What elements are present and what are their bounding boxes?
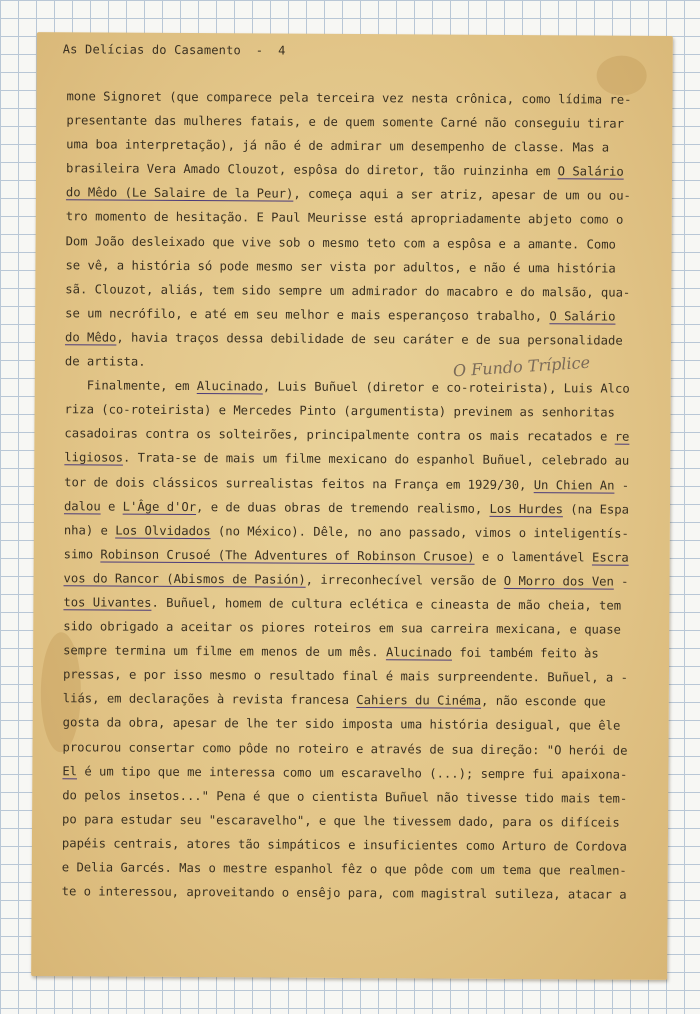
text-segment: é um tipo que me interessa como um escaravelho (...); sempre fui apaixona- (77, 763, 628, 782)
text-line (64, 518, 654, 546)
underlined-title: L'Âge d'Or (122, 499, 197, 514)
underlined-title: Alucinado (196, 379, 263, 394)
text-segment: , não esconde que (481, 694, 606, 709)
text-line (66, 229, 656, 257)
underlined-title: O Salário (557, 164, 624, 179)
page-header: As Delícias do Casamento - 4 (62, 42, 286, 58)
underlined-title: tos Uivantes (63, 595, 152, 610)
text-line (65, 325, 655, 353)
text-line (63, 662, 653, 690)
text-segment: nha) e (63, 522, 116, 538)
text-segment: . Trata-se de mais um filme mexicano do espanhol Buñuel, celebrado au (122, 451, 630, 469)
underlined-title: El (62, 763, 78, 778)
underlined-title: re (614, 429, 630, 445)
text-segment: simo (63, 547, 101, 562)
text-line (64, 494, 654, 522)
underlined-title: dalou (63, 498, 101, 514)
text-line (62, 759, 652, 787)
text-segment: , Luis Buñuel (diretor e co-roteirista), Luis Alco (262, 379, 630, 396)
text-segment: Finalmente, em (64, 378, 197, 394)
text-segment: - (613, 574, 629, 589)
text-line (63, 638, 653, 666)
text-line (64, 542, 654, 570)
text-segment: , começa aqui a ser atriz, apesar de um ou ou- (293, 187, 631, 204)
text-segment: Dom João desleixado que vive sob o mesmo teto com a espôsa e a amante. Como (65, 233, 616, 252)
text-line (64, 446, 654, 474)
text-segment: (no México). Dêle, no ano passado, vimos o inteligentís- (210, 523, 629, 541)
underlined-title: do Mêdo (64, 330, 117, 345)
text-segment: do pelos insetos..." Pena é que o cientista Buñuel não tivesse tido mais tem- (62, 787, 628, 806)
text-segment: tor de dois clássicos surrealistas feitos na França em 1929/30, (64, 474, 534, 492)
text-line (66, 157, 656, 185)
text-segment: se um necrófilo, e até em seu melhor e mais esperançoso trabalho, (65, 306, 550, 324)
text-line (63, 566, 653, 594)
text-segment: . Buñuel, homem de cultura eclética e cineasta de mão cheia, tem (151, 595, 622, 613)
text-segment: pressas, e por isso mesmo o resultado final é mais surpreendente. Buñuel, a - (62, 667, 628, 685)
text-line (63, 590, 653, 618)
text-segment: tro momento de hesitação. E Paul Meurisse está apropriadamente abjeto como o (65, 209, 624, 228)
text-segment: po para estudar seu "escaravelho", e que lhe tivessem dado, para os difíceis (62, 812, 620, 830)
underlined-title: vos do Rancor (Abismos de Pasión) (63, 571, 306, 587)
underlined-title: Alucinado (385, 645, 453, 660)
text-line (64, 422, 654, 450)
text-segment: - (614, 478, 630, 493)
text-line (62, 855, 652, 883)
text-line (65, 253, 655, 281)
text-line (62, 879, 652, 907)
text-line (63, 711, 653, 739)
text-line (63, 614, 653, 642)
text-line (62, 783, 652, 811)
text-line (65, 349, 655, 377)
underlined-title: Los Olvidados (115, 523, 211, 538)
text-line (65, 277, 655, 305)
text-segment: mone Signoret (que comparece pela terceira vez nesta crônica, como lídima re- (66, 89, 632, 107)
text-segment: papéis centrais, atores tão simpáticos e insuficientes como Arturo de Cordova (61, 836, 627, 854)
underlined-title: Cahiers du Cinéma (356, 693, 482, 709)
typewritten-page (31, 32, 673, 980)
text-segment: sido obrigado a aceitar os piores roteiros em sua carreira mexicana, e quase (63, 619, 621, 637)
text-segment: liás, em declarações à revista francesa (62, 691, 357, 708)
text-segment: riza (co-roteirista) e Mercedes Pinto (argumentista) previnem as senhoritas (64, 402, 615, 420)
text-segment: , irreconhecível versão de (305, 572, 504, 588)
underlined-title: Un Chien An (533, 477, 615, 493)
text-line (66, 181, 656, 209)
underlined-title: ligiosos (64, 450, 124, 466)
underlined-title: O Salário (549, 309, 616, 324)
text-segment: casadoiras contra os solteirões, principalmente contra os mais recatados e (64, 426, 615, 444)
text-segment: presentante das mulheres fatais, e de quem somente Carné não conseguiu tirar (66, 113, 625, 131)
text-line (66, 108, 656, 136)
text-line (66, 132, 656, 160)
underlined-title: do Mêdo (Le Salaire de la Peur) (65, 185, 294, 202)
text-segment: sempre termina um filme em menos de um mês. (63, 643, 387, 660)
text-line (65, 397, 655, 425)
text-segment: te o interessou, aproveitando o ensêjo para, com magistral sutileza, atacar a (61, 884, 627, 902)
text-line (65, 301, 655, 329)
text-line (62, 831, 652, 859)
body-text (62, 84, 657, 907)
underlined-title: Los Hurdes (489, 501, 563, 516)
text-segment: e o lamentável (474, 549, 593, 565)
text-segment: gosta da obra, apesar de lhe ter sido imposta uma história desigual, que êle (62, 715, 621, 734)
text-segment: sã. Clouzot, aliás, tem sido sempre um admirador do macabro e do malsão, qua- (65, 281, 631, 300)
text-line (62, 807, 652, 835)
text-segment: , e de duas obras de tremendo realismo, (196, 499, 490, 516)
text-line (65, 373, 655, 401)
text-segment: procurou consertar como pôde no roteiro e através de sua direção: "O herói de (62, 739, 628, 758)
underlined-title: Escra (591, 550, 629, 565)
text-segment: (na Espa (562, 501, 630, 517)
text-segment: , havia traços dessa debilidade de seu caráter e de sua personalidade (116, 330, 623, 348)
underlined-title: O Morro dos Ven (503, 573, 614, 589)
text-line (62, 735, 652, 763)
text-segment: se vê, a história só pode mesmo ser vista por adultos, e não é uma história (65, 257, 616, 276)
underlined-title: Robinson Crusoé (The Adventures of Robinson Crusoe) (100, 547, 475, 564)
text-line (64, 470, 654, 498)
text-line (66, 205, 656, 233)
text-segment: de artista. (64, 354, 146, 369)
text-segment: foi também feito às (451, 645, 599, 661)
text-segment: e Delia Garcés. Mas o mestre espanhol fêz o que pôde com um tema que realmen- (61, 860, 627, 878)
text-line (66, 84, 656, 112)
text-segment: uma boa interpretação), já não é de admirar um desempenho de classe. Mas a (66, 137, 610, 155)
text-segment: e (100, 499, 123, 514)
text-segment: brasileira Vera Amado Clouzot, espôsa do diretor, tão ruinzinha em (66, 161, 558, 179)
handwritten-annotation: O Fundo Tríplice (452, 352, 591, 381)
text-line (63, 687, 653, 715)
